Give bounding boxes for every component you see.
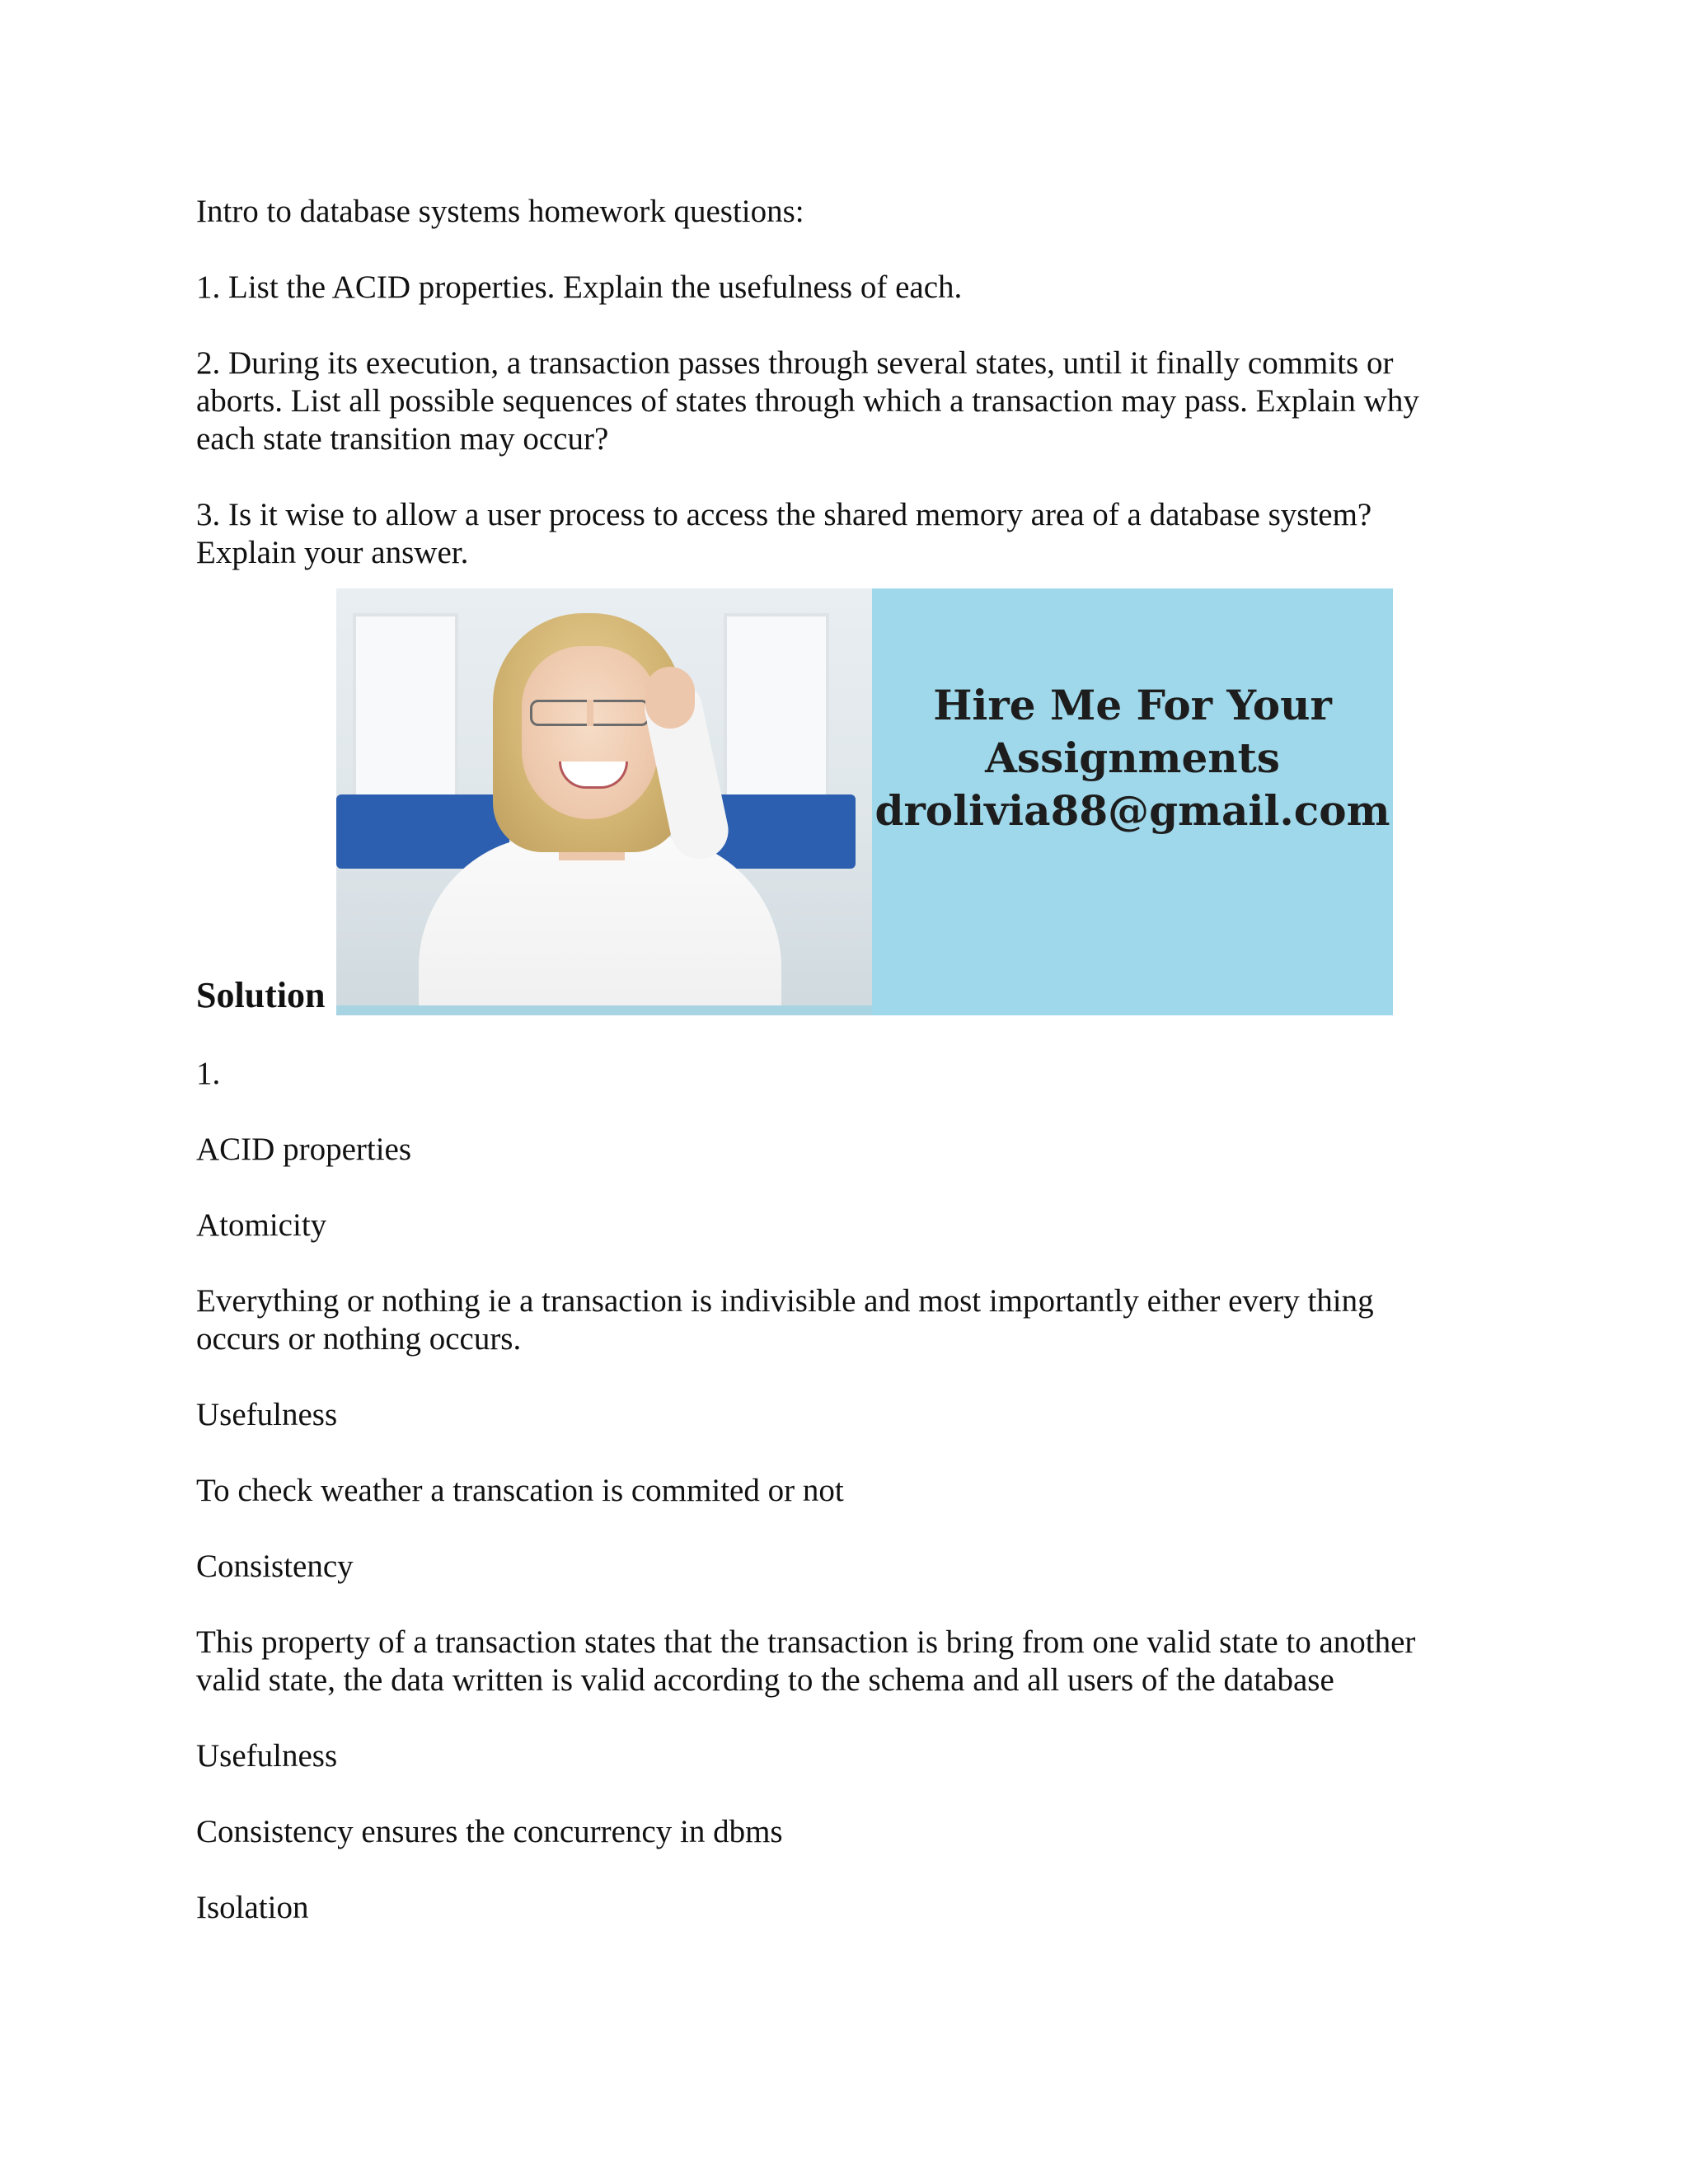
consistency-description: [196, 1624, 1482, 1699]
answer-number: 1.: [196, 1056, 221, 1091]
window-shape: [724, 613, 829, 809]
solution-row: [196, 588, 1482, 1017]
face-shape: [522, 646, 658, 819]
consistency-heading: Consistency: [196, 1549, 354, 1584]
question-2-line: aborts. List all possible sequences of states through which a transaction may pass. Explain why: [196, 383, 1419, 419]
advert-line: Assignments: [985, 733, 1280, 782]
question-2: [196, 344, 1482, 458]
advert-line: Hire Me For Your: [933, 681, 1332, 729]
desk-edge: [336, 1005, 872, 1015]
advert-text: [872, 679, 1393, 837]
acid-heading: ACID properties: [196, 1132, 412, 1167]
description-line: valid state, the data written is valid according to the schema and all users of the database: [196, 1662, 1334, 1698]
usefulness-label: Usefulness: [196, 1397, 338, 1432]
usefulness-label: Usefulness: [196, 1738, 338, 1774]
atomicity-usefulness: To check weather a transcation is commited or not: [196, 1473, 844, 1508]
hand-shape: [645, 667, 695, 729]
consistency-usefulness: Consistency ensures the concurrency in dbms: [196, 1814, 783, 1849]
advert-email: drolivia88@gmail.com: [874, 786, 1390, 835]
question-3: [196, 496, 1482, 572]
glasses-shape: [530, 700, 649, 726]
question-2-line: 2. During its execution, a transaction passes through several states, until it finally commits or: [196, 345, 1394, 381]
description-line: occurs or nothing occurs.: [196, 1321, 522, 1357]
shirt-shape: [419, 836, 781, 1015]
advert-photo: [336, 588, 872, 1015]
document-body: [196, 193, 1482, 1927]
question-1: 1. List the ACID properties. Explain the usefulness of each.: [196, 269, 963, 305]
description-line: Everything or nothing ie a transaction is indivisible and most importantly either every thing: [196, 1283, 1374, 1319]
window-shape: [353, 613, 458, 809]
question-3-line: 3. Is it wise to allow a user process to access the shared memory area of a database system?: [196, 497, 1372, 532]
question-3-line: Explain your answer.: [196, 535, 469, 570]
question-2-line: each state transition may occur?: [196, 421, 609, 457]
advert-banner: [336, 588, 1393, 1015]
description-line: This property of a transaction states that the transaction is bring from one valid state to another: [196, 1624, 1416, 1660]
intro-text: Intro to database systems homework questions:: [196, 194, 804, 229]
solution-heading: Solution: [196, 975, 326, 1015]
atomicity-description: [196, 1282, 1482, 1358]
atomicity-heading: Atomicity: [196, 1207, 327, 1243]
isolation-heading: Isolation: [196, 1890, 309, 1925]
